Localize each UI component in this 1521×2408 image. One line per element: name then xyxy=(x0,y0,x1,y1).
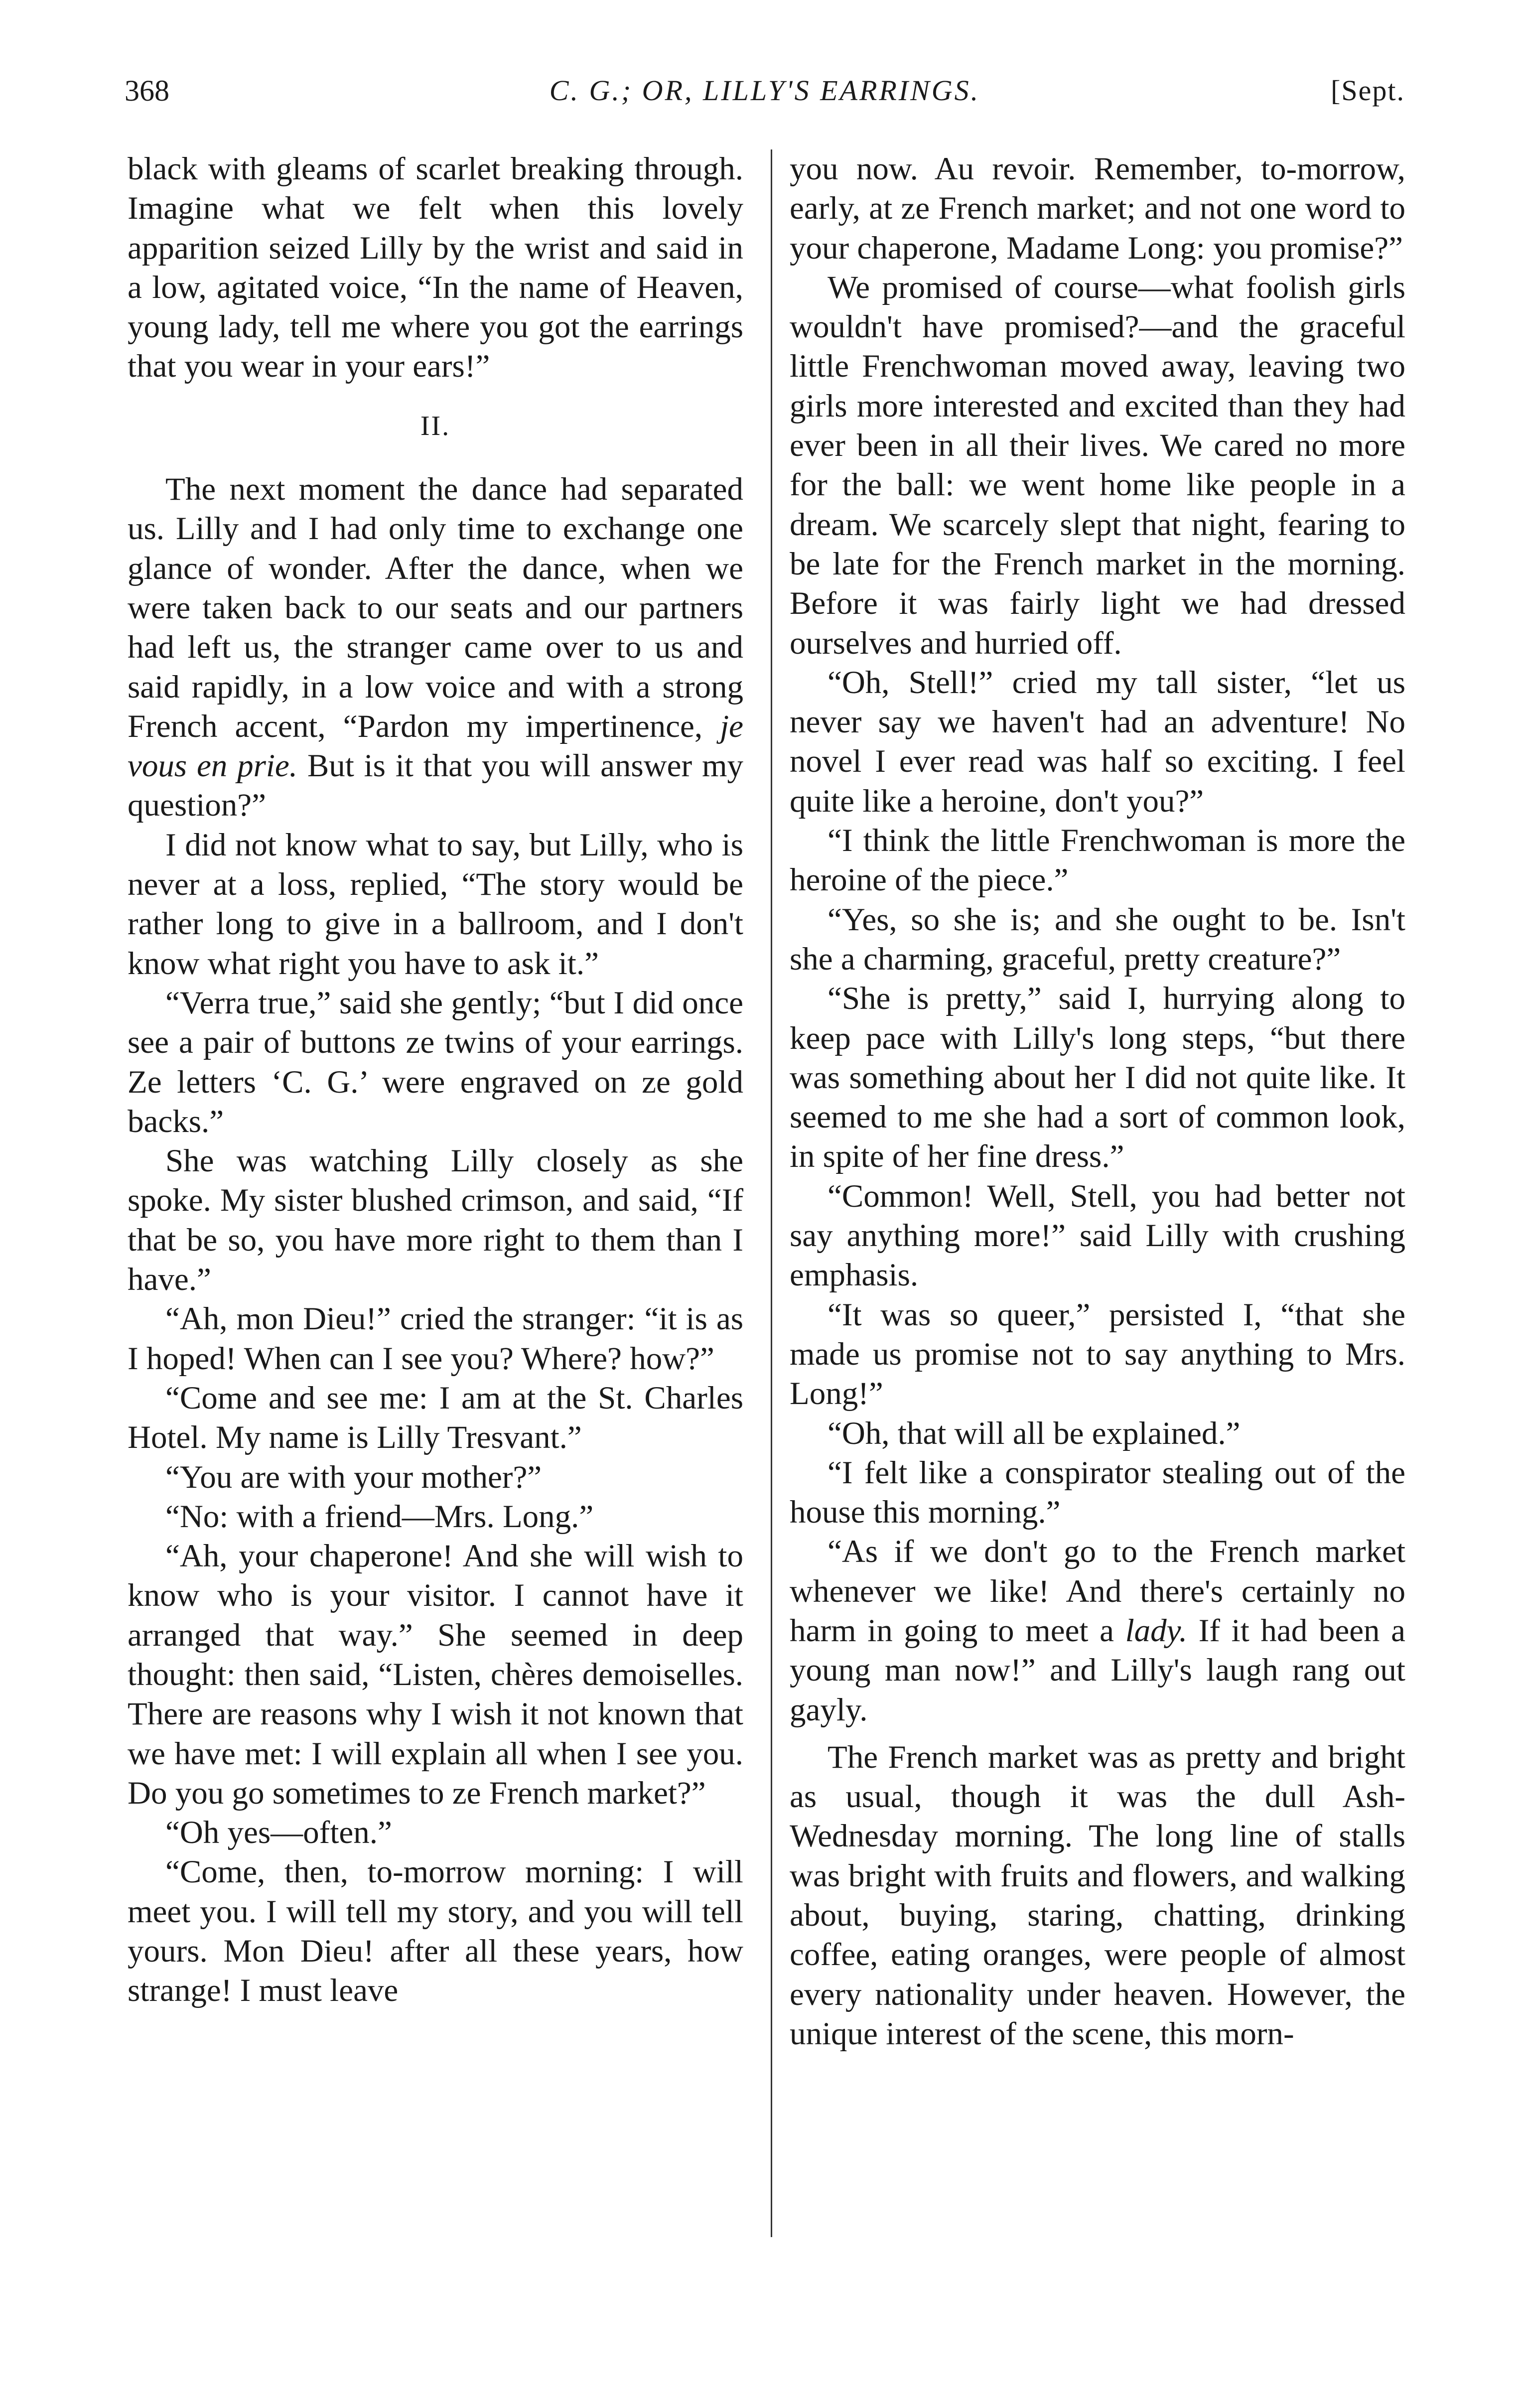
paragraph: “Oh, Stell!” cried my tall sister, “let us never say we haven't had an adventure! No novel I ever read was half so exciting. I feel quite like a heroine, don't you?” xyxy=(790,664,1405,819)
paragraph: “Yes, so she is; and she ought to be. Isn't she a charming, graceful, pretty creature?” xyxy=(790,901,1405,977)
paragraph: you now. Au revoir. Remember, to-morrow, early, at ze French market; and not one word to your chaperone, Madame Long: you promise?” xyxy=(790,151,1405,266)
running-title: C. G.; OR, LILLY'S EARRINGS. xyxy=(549,74,980,107)
paragraph: “Oh, that will all be explained.” xyxy=(828,1415,1241,1451)
paragraph: “I felt like a conspirator stealing out of the house this morning.” xyxy=(790,1454,1405,1531)
paragraph: “You are with your mother?” xyxy=(165,1459,542,1495)
paragraph: “As if we don't go to the French market whenever we like! And there's certainly no harm in going to meet a lady. If it had been a young man now!” and Lilly's laugh rang out gayly. xyxy=(790,1534,1405,1728)
italic-phrase: je vous en prie. xyxy=(128,708,744,784)
paragraph: black with gleams of scarlet breaking through. Imagine what we felt when this lovely apparition seized Lilly by the wrist and said in a low, agitated voice, “In the name of Heaven, young lady, tell me where you got the earrings that you wear in your ears!” xyxy=(128,151,743,385)
paragraph: I did not know what to say, but Lilly, who is never at a loss, replied, “The story would be rather long to give in a ballroom, and I don't know what right you have to ask it.” xyxy=(128,827,743,982)
page-header xyxy=(125,74,1405,119)
paragraph: “I think the little Frenchwoman is more the heroine of the piece.” xyxy=(790,823,1405,898)
paragraph: “Common! Well, Stell, you had better not say anything more!” said Lilly with crushing emphasis. xyxy=(790,1178,1405,1293)
paragraph: “Come, then, to-morrow morning: I will meet you. I will tell my story, and you will tell yours. Mon Dieu! after all these years, how strange! I must leave xyxy=(128,1854,743,2009)
page-number: 368 xyxy=(125,74,169,107)
paragraph: “Ah, your chaperone! And she will wish to know who is your visitor. I cannot have it arranged that way.” She seemed in deep thought: then said, “Listen, chères demoiselles. There are reasons why I wish it not known that we have met: I will explain all when I see you. Do you go sometimes to ze French market?” xyxy=(128,1538,743,1811)
paragraph: “Ah, mon Dieu!” cried the stranger: “it is as I hoped! When can I see you? Where? how?” xyxy=(128,1301,743,1377)
left-column xyxy=(128,149,743,2011)
paragraph: The next moment the dance had separated us. Lilly and I had only time to exchange one glance of wonder. After the dance, when we were taken back to our seats and our partners had left us, the stranger came over to us and said rapidly, in a low voice and with a strong French accent, “Pardon my impertinence, je vous en prie. But is it that you will answer my question?” xyxy=(128,471,744,824)
paragraph: We promised of course—what foolish girls wouldn't have promised?—and the graceful little Frenchwoman moved away, leaving two girls more interested and excited than they had ever been in all their lives. We cared no more for the ball: we went home like people in a dream. We scarcely slept that night, fearing to be late for the French market in the morning. Before it was fairly light we had dressed ourselves and hurried off. xyxy=(790,269,1405,661)
paragraph: “Verra true,” said she gently; “but I did once see a pair of buttons ze twins of your earrings. Ze letters ‘C. G.’ were engraved on ze gold backs.” xyxy=(128,985,743,1139)
paragraph: “She is pretty,” said I, hurrying along to keep pace with Lilly's long steps, “but there was something about her I did not quite like. It seemed to me she had a sort of common look, in spite of her fine dress.” xyxy=(790,981,1405,1175)
paragraph: She was watching Lilly closely as she spoke. My sister blushed crimson, and said, “If that be so, you have more right to them than I have.” xyxy=(128,1143,743,1298)
paragraph: “Come and see me: I am at the St. Charles Hotel. My name is Lilly Tresvant.” xyxy=(128,1380,743,1456)
paragraph: The French market was as pretty and bright as usual, though it was the dull Ash-Wednesday morning. The long line of stalls was bright with fruits and flowers, and walking about, buying, staring, chatting, drinking coffee, eating oranges, were people of almost every nationality under heaven. However, the unique interest of the scene, this morn- xyxy=(790,1739,1405,2052)
paragraph: “Oh yes—often.” xyxy=(165,1815,392,1851)
italic-word: lady. xyxy=(1125,1612,1188,1649)
column-divider xyxy=(771,149,772,2237)
section-heading: II. xyxy=(420,410,451,441)
paragraph: “It was so queer,” persisted I, “that she made us promise not to say anything to Mrs. Long!” xyxy=(790,1296,1405,1412)
section-label: [Sept. xyxy=(1331,74,1405,107)
paragraph: “No: with a friend—Mrs. Long.” xyxy=(165,1498,594,1535)
right-column xyxy=(790,149,1405,2054)
